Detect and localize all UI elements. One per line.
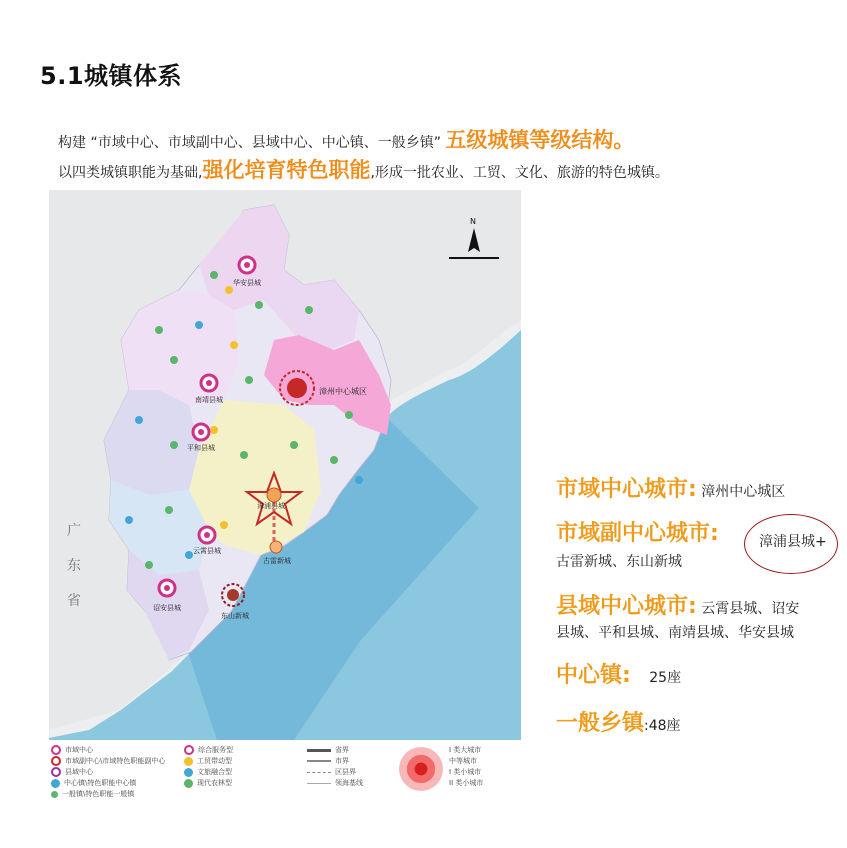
legend-item: 市域中心 — [51, 745, 93, 755]
town-dot — [305, 306, 313, 314]
legend-item: 县域中心 — [51, 767, 93, 777]
tier-value: 漳州中心城区 — [701, 484, 786, 500]
legend-item: I 类大城市 — [449, 746, 482, 754]
legend-swatch — [184, 779, 193, 788]
legend-item: 综合服务型 — [184, 745, 233, 755]
page-title: 5.1城镇体系 — [40, 62, 183, 90]
tier-heading: 一般乡镇 — [556, 711, 645, 736]
province-label-dong: 东 — [67, 558, 81, 574]
label-dongshan: 东山新城 — [221, 612, 249, 620]
town-dot — [170, 441, 178, 449]
town-dot — [240, 451, 248, 459]
tier-general-town — [556, 706, 681, 737]
legend-item: 市域副中心\市域特色职能副中心 — [51, 756, 165, 766]
province-label-sheng: 省 — [67, 593, 81, 609]
legend-item: 现代农林型 — [184, 778, 232, 788]
town-dot — [255, 301, 263, 309]
legend-item: 一般镇\特色职能一般镇 — [51, 789, 134, 799]
legend-swatch — [307, 760, 331, 762]
legend-item: 领海基线 — [307, 778, 363, 788]
tier-municipal-center — [556, 472, 785, 503]
town-dot — [125, 516, 133, 524]
tier-value: 县城、平和县城、南靖县城、华安县城 — [556, 625, 794, 641]
tier-county-line2 — [556, 622, 794, 642]
town-dot — [230, 341, 238, 349]
label-huaan: 华安县城 — [233, 279, 261, 287]
tier-subcenter-line2 — [556, 551, 682, 571]
legend-swatch — [51, 767, 61, 777]
label-pinghe: 平和县城 — [187, 444, 215, 452]
town-system-map — [49, 190, 521, 740]
town-dot — [225, 286, 233, 294]
town-dot — [185, 551, 193, 559]
label-zhaoan: 诏安县城 — [153, 604, 181, 612]
label-zhangpu: 漳浦县城 — [257, 502, 285, 510]
legend-item: 中心镇\特色职能中心镇 — [51, 778, 136, 788]
tier-heading: 市域中心城市: — [556, 477, 697, 502]
tier-value-circled: 漳浦县城+ — [759, 534, 827, 550]
north-label: N — [470, 217, 476, 226]
highlight-circle — [744, 514, 838, 574]
town-dot — [290, 441, 298, 449]
label-gulei: 古雷新城 — [263, 557, 291, 565]
tier-heading: 市域副中心城市: — [556, 521, 719, 546]
tier-heading: 县域中心城市: — [556, 594, 697, 619]
legend-item: 中等城市 — [449, 757, 477, 765]
town-dot — [165, 506, 173, 514]
town-dot — [210, 426, 218, 434]
town-dot — [145, 561, 153, 569]
town-dot — [355, 476, 363, 484]
legend-swatch — [51, 745, 61, 755]
legend-swatch — [307, 772, 331, 773]
intro-prefix: 以四类城镇职能为基础, — [58, 165, 203, 181]
legend-item: 省界 — [307, 745, 349, 755]
label-zhangzhou: 漳州中心城区 — [319, 387, 367, 396]
town-dot — [330, 456, 338, 464]
legend-swatch — [51, 756, 61, 766]
town-dot — [170, 356, 178, 364]
label-yunxiao: 云霄县城 — [193, 547, 221, 555]
tier-value: 云霄县城、诏安 — [701, 601, 800, 617]
legend-swatch — [51, 779, 60, 788]
legend-swatch — [184, 757, 193, 766]
legend-swatch — [51, 791, 58, 798]
legend-item: 文旅融合型 — [184, 767, 232, 777]
map-legend — [49, 742, 521, 802]
legend-item: 区县界 — [307, 767, 356, 777]
tier-county-center — [556, 589, 799, 620]
intro-highlight: 五级城镇等级结构。 — [445, 128, 635, 152]
town-dot — [245, 376, 253, 384]
legend-item: II 类小城市 — [449, 779, 484, 787]
town-dot — [155, 326, 163, 334]
intro-highlight-2: 强化培育特色职能 — [202, 158, 371, 182]
tier-value: 古雷新城、东山新城 — [556, 554, 682, 570]
tier-value: :48座 — [644, 718, 681, 734]
intro-line-1 — [58, 124, 634, 154]
intro-line-2 — [58, 154, 669, 184]
legend-swatch — [307, 749, 331, 752]
tier-municipal-subcenter — [556, 516, 719, 547]
town-dot — [210, 271, 218, 279]
town-dot — [195, 321, 203, 329]
label-nanjing: 南靖县城 — [195, 396, 223, 404]
province-label-guang: 广 — [67, 523, 81, 539]
intro-suffix: ,形成一批农业、工贸、文化、旅游的特色城镇。 — [370, 165, 669, 181]
town-dot — [135, 416, 143, 424]
legend-swatch — [184, 768, 193, 777]
city-size-symbol — [399, 747, 443, 791]
town-dot — [220, 521, 228, 529]
intro-text: 构建 “市域中心、市域副中心、县域中心、中心镇、一般乡镇” — [58, 135, 441, 151]
tier-heading: 中心镇: — [556, 663, 631, 688]
tier-value: 25座 — [649, 670, 682, 686]
legend-item: 工贸带动型 — [184, 756, 232, 766]
tier-central-town — [556, 658, 681, 689]
legend-swatch — [184, 745, 194, 755]
town-dot — [345, 411, 353, 419]
legend-item: I 类小城市 — [449, 768, 482, 776]
legend-swatch — [307, 783, 331, 784]
legend-item: 市界 — [307, 756, 349, 766]
